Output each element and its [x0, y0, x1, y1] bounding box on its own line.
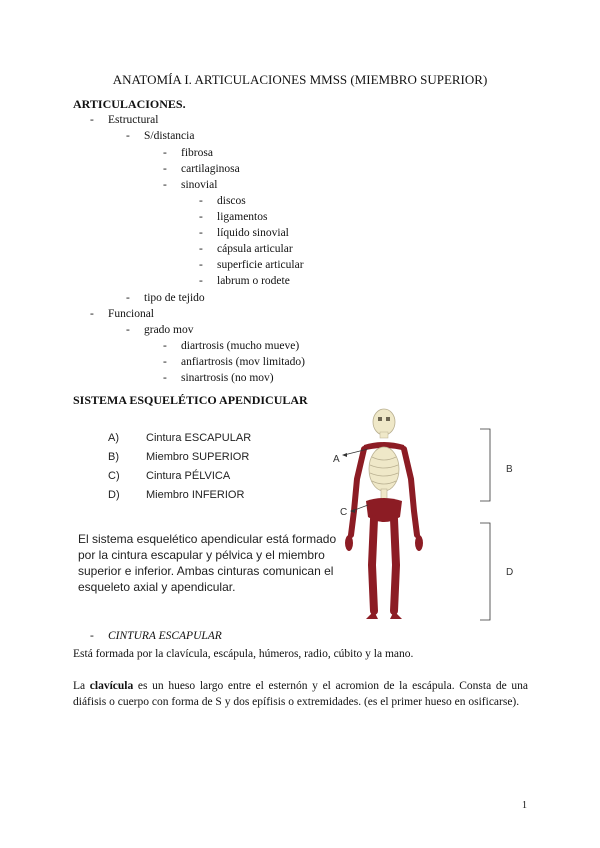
skeleton-figure	[330, 405, 530, 640]
list-item-label: Funcional	[108, 308, 154, 320]
legend-text: Cintura ESCAPULAR	[146, 432, 252, 444]
list-item-label: anfiartrosis (mov limitado)	[181, 356, 305, 368]
list-item: - labrum o rodete	[199, 275, 290, 287]
list-item: - fibrosa	[163, 147, 213, 159]
text-fragment: La	[73, 680, 90, 692]
list-item-label: Estructural	[108, 114, 159, 126]
list-item-label: cápsula articular	[217, 243, 293, 255]
list-item-label: cartilaginosa	[181, 163, 240, 175]
list-item: - líquido sinovial	[199, 227, 289, 239]
list-item-label: grado mov	[144, 324, 194, 336]
list-item-label: sinovial	[181, 179, 218, 191]
legend-key: C)	[108, 470, 120, 482]
list-item-label: discos	[217, 195, 246, 207]
figure-label-c: C	[340, 507, 348, 518]
list-item: - Funcional	[90, 308, 154, 320]
legend-item	[108, 449, 249, 465]
list-item: - tipo de tejido	[126, 292, 205, 304]
list-item-label: superficie articular	[217, 259, 304, 271]
list-item-label: fibrosa	[181, 147, 213, 159]
list-item: - ligamentos	[199, 211, 268, 223]
legend-text: Miembro INFERIOR	[146, 489, 245, 501]
legend-item	[108, 468, 230, 484]
section-heading-articulaciones: ARTICULACIONES.	[73, 97, 186, 111]
section-heading-sistema: SISTEMA ESQUELÉTICO APENDICULAR	[73, 393, 308, 407]
text-fragment: es un hueso largo entre el esternón y el acromion de la escápula. Consta de una diáfisis o cuerpo con forma de S y dos epífisis o extremidades. (es el primer hueso en osificarse).	[73, 680, 528, 708]
right-leg-icon	[394, 519, 396, 611]
legend-text: Cintura PÉLVICA	[146, 470, 231, 482]
legend-text: Miembro SUPERIOR	[146, 451, 250, 463]
list-item-label: diartrosis (mucho mueve)	[181, 340, 300, 352]
list-item-label: ligamentos	[217, 211, 268, 223]
legend-key: A)	[108, 432, 119, 444]
list-item: - cartilaginosa	[163, 163, 240, 175]
subheading-cintura: - CINTURA ESCAPULAR	[90, 630, 222, 642]
figure-label-a: A	[333, 454, 340, 465]
list-item-label: líquido sinovial	[217, 227, 289, 239]
legend-key: B)	[108, 451, 119, 463]
bracket-d	[480, 523, 490, 620]
figure-label-b: B	[506, 464, 513, 475]
left-leg-icon	[372, 519, 374, 611]
list-item: - Estructural	[90, 114, 159, 126]
right-arm-icon	[404, 449, 417, 535]
legend-key: D)	[108, 489, 120, 501]
figure-paragraph: El sistema esquelético apendicular está formado por la cintura escapular y pélvica y el miembro superior e inferior. Ambas cinturas comunican el esqueleto axial y apendicular.	[78, 532, 337, 594]
list-item: - anfiartrosis (mov limitado)	[163, 356, 305, 368]
list-item: - grado mov	[126, 324, 194, 336]
list-item-label: tipo de tejido	[144, 292, 205, 304]
list-item: - discos	[199, 195, 246, 207]
bracket-b	[480, 429, 490, 501]
figure-label-d: D	[506, 567, 514, 578]
paragraph-cintura-line: Está formada por la clavícula, escápula, húmeros, radio, cúbito y la mano.	[73, 648, 414, 660]
list-item: - diartrosis (mucho mueve)	[163, 340, 300, 352]
list-item: - cápsula articular	[199, 243, 293, 255]
paragraph-clavicula	[73, 678, 528, 710]
list-item: - S/distancia	[126, 130, 195, 142]
page-number: 1	[522, 800, 527, 811]
bold-term: clavícula	[89, 680, 134, 692]
list-item: - sinartrosis (no mov)	[163, 372, 274, 384]
legend-item	[108, 430, 251, 446]
list-item-label: S/distancia	[144, 130, 195, 142]
left-arm-icon	[351, 449, 364, 535]
page-title: ANATOMÍA I. ARTICULACIONES MMSS (MIEMBRO SUPERIOR)	[112, 72, 488, 87]
list-item-label: sinartrosis (no mov)	[181, 372, 274, 384]
subheading-label: CINTURA ESCAPULAR	[108, 630, 222, 642]
list-item: - superficie articular	[199, 259, 304, 271]
list-item-label: labrum o rodete	[217, 275, 290, 287]
legend-item	[108, 487, 244, 503]
list-item: - sinovial	[163, 179, 218, 191]
skull-icon	[373, 409, 395, 435]
